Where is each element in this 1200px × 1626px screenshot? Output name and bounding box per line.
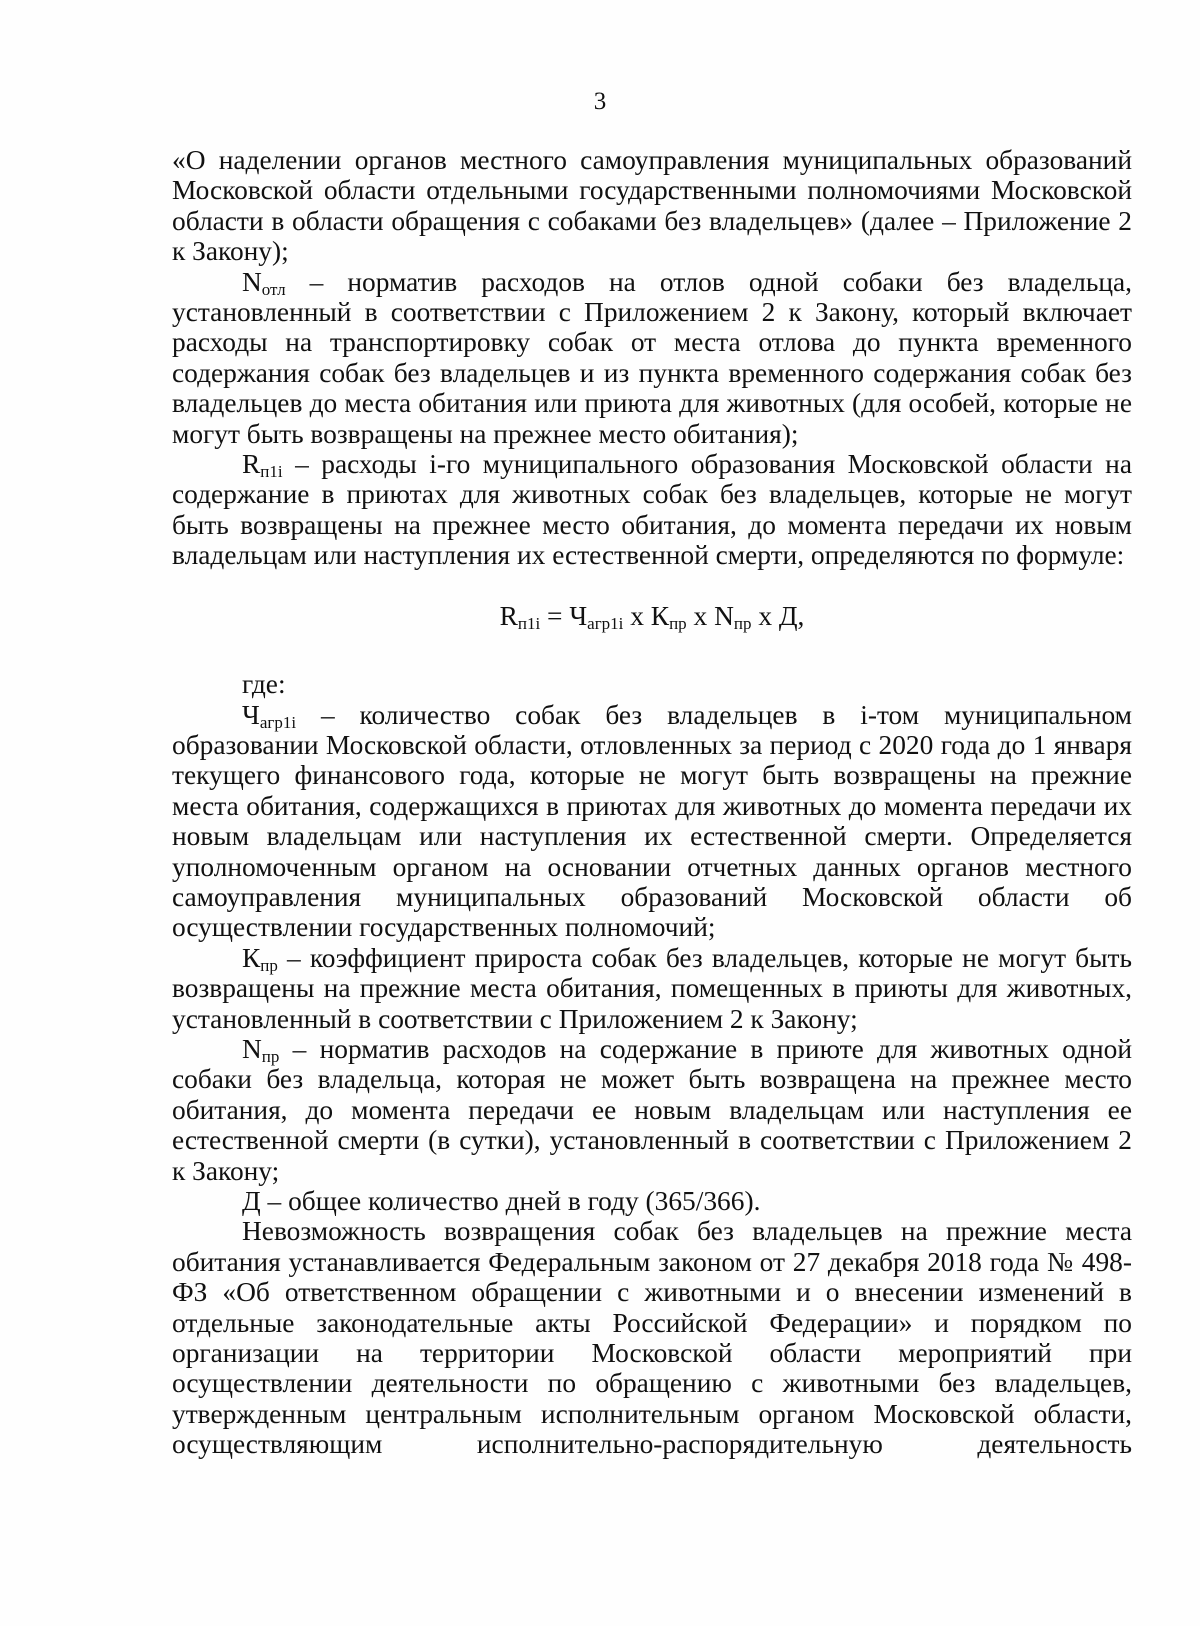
- paragraph-ch-agr: [172, 700, 1132, 943]
- formula-r: R: [499, 600, 518, 631]
- paragraph-n-pr-text: – норматив расходов на содержание в приюте для животных одной собаки без владельца, которая не может быть возвращена на прежнее место обитания, до момента передачи ее новым владельцам или наступления ее естественной смерти (в сутки), установленный в соответствии с Приложением 2 к Закону;: [172, 1033, 1132, 1186]
- formula-x2: x N: [686, 600, 734, 631]
- paragraph-impossibility: Невозможность возвращения собак без владельцев на прежние места обитания устанавливается Федеральным законом от 27 декабря 2018 года № 498-ФЗ «Об ответственном обращении с животными и о внесении изменений в отдельные законодательные акты Российской Федерации» и порядком по организации на территории Московской области мероприятий при осуществлении деятельности по обращению с животными без владельцев, утвержденным центральным исполнительным органом Московской области, осуществляющим исполнительно-распорядительную деятельность: [172, 1216, 1132, 1460]
- symbol-ch: Ч: [242, 699, 260, 730]
- paragraph-k-pr-text: – коэффициент прироста собак без владельцев, которые не могут быть возвращены на прежние места обитания, помещенных в приюты для животных, установленный в соответствии с Приложением 2 к Закону;: [172, 942, 1132, 1034]
- paragraph-k-pr: [172, 943, 1132, 1034]
- paragraph-n-otl: [172, 267, 1132, 449]
- document-body: [172, 145, 1132, 1460]
- formula-r-sub: п1i: [517, 613, 541, 633]
- symbol-k: К: [242, 942, 261, 973]
- page-number: 3: [593, 88, 607, 115]
- where-label: где:: [242, 669, 286, 700]
- paragraph-r-p1i-text: – расходы i-го муниципального образования Московской области на содержание в приютах для животных собак без владельцев, которые не могут быть возвращены на прежнее место обитания, до момента передачи их новым владельцам или наступления их естественной смерти, определяются по формуле:: [172, 449, 1132, 571]
- paragraph-n-otl-text: – норматив расходов на отлов одной собаки без владельца, установленный в соответствии с Приложением 2 к Закону, который включает расходы на транспортировку собак от места отлова до пункта временного содержания собак без владельцев и из пункта временного содержания собак без владельцев до места обитания или приюта для животных (для особей, которые не могут быть возвращены на прежнее место обитания);: [172, 266, 1132, 449]
- subscript-otl: отл: [261, 279, 286, 299]
- paragraph-r-p1i: [172, 449, 1132, 571]
- formula-x1: x К: [623, 600, 670, 631]
- subscript-pr-k: пр: [260, 955, 278, 975]
- paragraph-ch-agr-text: – количество собак без владельцев в i-том муниципальном образовании Московской области, отловленных за период с 2020 года до 1 января текущего финансового года, которые не могут быть возвращены на прежние места обитания, содержащихся в приютах для животных до момента передачи их новым владельцам или наступления их естественной смерти. Определяется уполномоченным органом на основании отчетных данных органов местного самоуправления муниципальных образований Московской области об осуществлении государственных полномочий;: [172, 699, 1132, 943]
- formula-n-sub: пр: [733, 613, 752, 633]
- formula: [172, 601, 1132, 631]
- symbol-n-pr: N: [242, 1033, 262, 1064]
- symbol-r: R: [242, 449, 261, 480]
- paragraph-d: Д – общее количество дней в году (365/366).: [242, 1186, 761, 1216]
- formula-ch-sub: агр1i: [587, 613, 624, 633]
- paragraph-law-title: «О наделении органов местного самоуправления муниципальных образований Московской области отдельными государственными полномочиями Московской области в области обращения с собаками без владельцев» (далее – Приложение 2 к Закону);: [172, 145, 1132, 267]
- subscript-pr-n: пр: [261, 1046, 280, 1066]
- subscript-p1i: п1i: [260, 462, 283, 482]
- formula-end: x Д,: [751, 600, 805, 631]
- subscript-agr1i: агр1i: [259, 712, 297, 732]
- formula-k-sub: пр: [669, 613, 687, 633]
- symbol-n: N: [242, 266, 262, 297]
- formula-eq: = Ч: [540, 600, 588, 631]
- paragraph-n-pr: [172, 1034, 1132, 1186]
